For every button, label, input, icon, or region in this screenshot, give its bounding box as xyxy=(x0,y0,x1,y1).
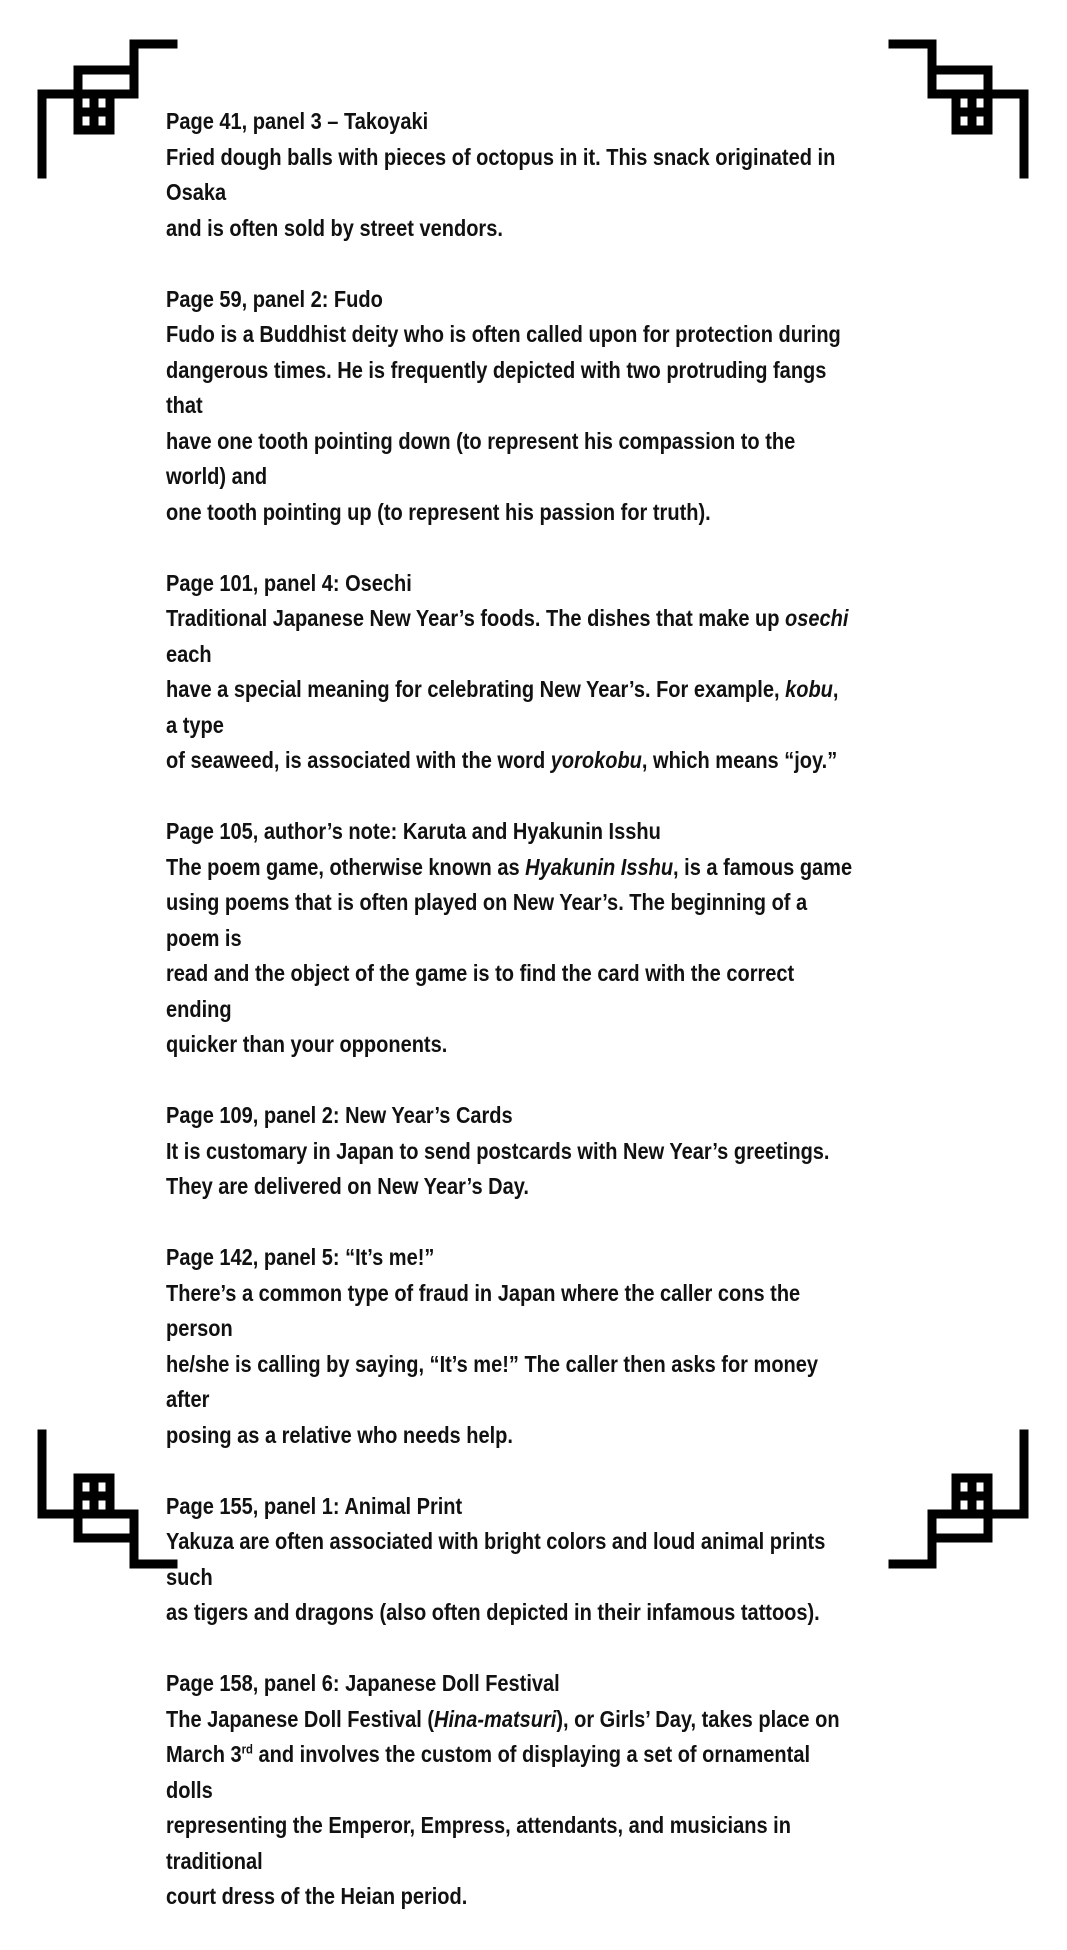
note-entry xyxy=(166,1666,853,1915)
italic-term: Hyakunin Isshu xyxy=(525,853,674,880)
italic-term: Hina-matsuri xyxy=(434,1705,557,1732)
note-heading xyxy=(166,814,853,850)
note-body: Fried dough balls with pieces of octopus in it. This snack originated in Osaka and is often sold by street vendors. xyxy=(166,143,836,241)
page-reference: Page 101, panel 4: xyxy=(166,569,346,596)
note-term: Takoyaki xyxy=(343,108,429,134)
note-term: Japanese Doll Festival xyxy=(345,1670,560,1696)
page-reference: Page 158, panel 6: xyxy=(166,1670,346,1696)
note-heading xyxy=(166,104,853,140)
note-entry xyxy=(166,1098,853,1205)
note-body: Traditional Japanese New Year’s foods. The dishes that make up osechi each have a special meaning for celebrating New Year’s. For example, kobu, a type of seaweed, is associated with the word yorokobu, which means “joy.” xyxy=(166,605,849,773)
note-term: Animal Print xyxy=(344,1492,463,1519)
note-heading xyxy=(166,1240,853,1276)
italic-term: kobu xyxy=(785,676,833,702)
note-entry xyxy=(166,814,853,1063)
note-term: Karuta and Hyakunin Isshu xyxy=(402,818,661,844)
note-term: Fudo xyxy=(333,285,383,312)
note-heading xyxy=(166,1098,853,1134)
italic-term: yorokobu xyxy=(550,747,642,773)
page-reference: Page 142, panel 5: xyxy=(166,1244,346,1270)
note-entry xyxy=(166,1240,853,1453)
italic-term: osechi xyxy=(785,605,849,631)
corner-ornament-bottom-left xyxy=(38,1428,173,1568)
note-body: Yakuza are often associated with bright colors and loud animal prints such as tigers and dragons (also often depicted in their infamous tattoos). xyxy=(166,1528,826,1625)
note-body: There’s a common type of fraud in Japan where the caller cons the person he/she is calling by saying, “It’s me!” The caller then asks for money after posing as a relative who needs help. xyxy=(166,1279,819,1448)
page-reference: Page 41, panel 3 – xyxy=(166,108,344,134)
ordinal-suffix: rd xyxy=(241,1741,253,1757)
note-heading xyxy=(166,566,853,602)
note-body: It is customary in Japan to send postcards with New Year’s greetings. They are delivered on New Year’s Day. xyxy=(166,1137,830,1199)
note-entry xyxy=(166,282,853,531)
note-entry xyxy=(166,566,853,779)
note-body: The Japanese Doll Festival (Hina-matsuri), or Girls’ Day, takes place on March 3rd and involves the custom of displaying a set of ornamental dolls representing the Emperor, Empress, attendants, and musicians in traditional court dress of the Heian period. xyxy=(166,1705,840,1909)
page-reference: Page 105, author’s note: xyxy=(166,818,403,844)
corner-ornament-top-right xyxy=(893,40,1028,180)
note-heading xyxy=(166,1666,853,1702)
note-heading xyxy=(166,1489,853,1525)
note-entry xyxy=(166,104,853,246)
note-body: The poem game, otherwise known as Hyakunin Isshu, is a famous game using poems that is often played on New Year’s. The beginning of a poem is read and the object of the game is to find the card with the correct ending quicker than your opponents. xyxy=(166,853,853,1057)
corner-ornament-top-left xyxy=(38,40,173,180)
note-term: New Year’s Cards xyxy=(345,1102,513,1128)
page-reference: Page 155, panel 1: xyxy=(166,1492,345,1519)
note-heading xyxy=(166,282,853,318)
note-term: Osechi xyxy=(345,569,412,596)
corner-ornament-bottom-right xyxy=(893,1428,1028,1568)
translation-notes xyxy=(166,104,853,1950)
note-body: Fudo is a Buddhist deity who is often called upon for protection during dangerous times. He is frequently depicted with two protruding fangs that have one tooth pointing down (to represent his compassion to the world) and one tooth pointing up (to represent his passion for truth). xyxy=(166,321,841,525)
note-entry xyxy=(166,1489,853,1631)
note-term: “It’s me!” xyxy=(345,1244,435,1270)
page-reference: Page 59, panel 2: xyxy=(166,285,334,312)
page-reference: Page 109, panel 2: xyxy=(166,1102,346,1128)
